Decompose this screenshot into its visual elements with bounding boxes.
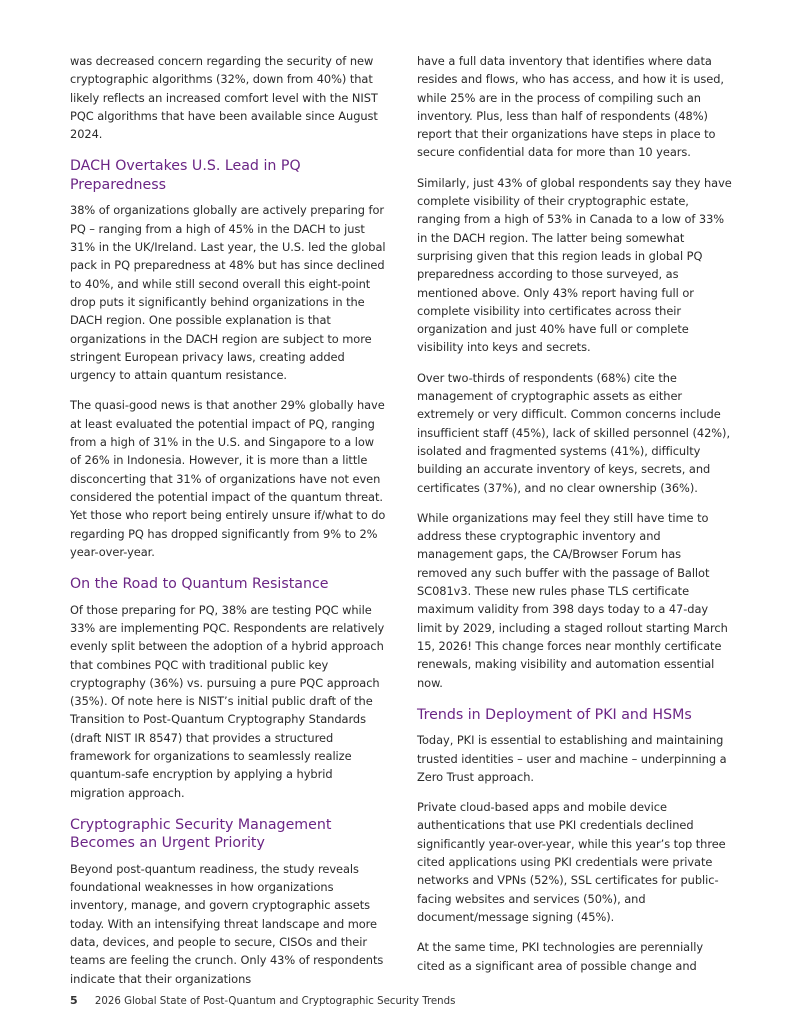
footer-title: 2026 Global State of Post-Quantum and Cryptographic Security Trends <box>94 996 456 1007</box>
paragraph: Of those preparing for PQ, 38% are testing PQC while 33% are implementing PQC. Respondents are relatively evenly split between the adoption of a hybrid approach that combines PQC with traditional public key cryptography (36%) vs. pursuing a pure PQC approach (35%). Of note here is NIST’s initial public draft of the Transition to Post-Quantum Cryptography Standards (draft NIST IR 8547) that provides a structured framework for organizations to seamlessly realize quantum-safe encryption by applying a hybrid migration approach. <box>70 602 385 800</box>
paragraph: Similarly, just 43% of global respondents say they have complete visibility of their cryptographic estate, ranging from a high of 53% in Canada to a low of 33% in the DACH region. The latter being somewhat surprising given that this region leads in global PQ preparedness according to those surveyed, as mentioned above. Only 43% report having full or complete visibility into certificates across their organization and just 40% have full or complete visibility into keys and secrets. <box>417 175 732 355</box>
right-column <box>417 52 733 987</box>
page-footer <box>70 994 455 1007</box>
paragraph: While organizations may feel they still have time to address these cryptographic inventory and management gaps, the CA/Browser Forum has removed any such buffer with the passage of Ballot SC081v3. These new rules phase TLS certificate maximum validity from 398 days today to a 47-day limit by 2029, including a staged rollout starting March 15, 2026! This change forces near monthly certificate renewals, making visibility and automation essential now. <box>417 510 728 690</box>
paragraph: 38% of organizations globally are actively preparing for PQ – ranging from a high of 45% in the DACH to just 31% in the UK/Ireland. Last year, the U.S. led the global pack in PQ preparedness at 48% but has since declined to 40%, and while still second overall this eight-point drop puts it significantly behind organizations in the DACH region. One possible explanation is that organizations in the DACH region are subject to more stringent European privacy laws, creating added urgency to attain quantum resistance. <box>70 203 386 383</box>
paragraph: have a full data inventory that identifies where data resides and flows, who has access, and how it is used, while 25% are in the process of compiling such an inventory. Plus, less than half of respondents (48%) report that their organizations have steps in place to secure confidential data for more than 10 years. <box>417 54 724 160</box>
section-heading: Trends in Deployment of PKI and HSMs <box>417 706 692 723</box>
left-column <box>70 52 386 1000</box>
paragraph: At the same time, PKI technologies are perennially cited as a significant area of possible change and <box>417 940 704 973</box>
paragraph: Today, PKI is essential to establishing and maintaining trusted identities – user and machine – underpinning a Zero Trust approach. <box>417 733 727 784</box>
section-heading: On the Road to Quantum Resistance <box>70 576 329 593</box>
paragraph: Over two-thirds of respondents (68%) cite the management of cryptographic assets as either extremely or very difficult. Common concerns include insufficient staff (45%), lack of skilled personnel (42%), isolated and fragmented systems (41%), difficulty building an accurate inventory of keys, secrets, and certificates (37%), and no clear ownership (36%). <box>417 370 731 495</box>
section-heading: DACH Overtakes U.S. Lead in PQ Preparedness <box>70 158 301 193</box>
paragraph: was decreased concern regarding the security of new cryptographic algorithms (32%, down from 40%) that likely reflects an increased comfort level with the NIST PQC algorithms that have been available since August 2024. <box>70 54 378 142</box>
page-number: 5 <box>70 994 78 1007</box>
paragraph: The quasi-good news is that another 29% globally have at least evaluated the potential impact of PQ, ranging from a high of 31% in the U.S. and Singapore to a low of 26% in Indonesia. However, it is more than a little disconcerting that 31% of organizations have not even considered the potential impact of the quantum threat. Yet those who report being entirely unsure if/what to do regarding PQ has dropped significantly from 9% to 2% year-over-year. <box>70 398 386 559</box>
paragraph: Beyond post-quantum readiness, the study reveals foundational weaknesses in how organizations inventory, manage, and govern cryptographic assets today. With an intensifying threat landscape and more data, devices, and people to secure, CISOs and their teams are feeling the crunch. Only 43% of respondents indicate that their organizations <box>70 861 384 986</box>
section-heading: Cryptographic Security Management Becomes an Urgent Priority <box>70 816 332 852</box>
paragraph: Private cloud-based apps and mobile device authentications that use PKI credentials declined significantly year-over-year, while this year’s top three cited applications using PKI credentials were private networks and VPNs (52%), SSL certificates for public-facing websites and services (50%), and document/message signing (45%). <box>417 800 726 924</box>
